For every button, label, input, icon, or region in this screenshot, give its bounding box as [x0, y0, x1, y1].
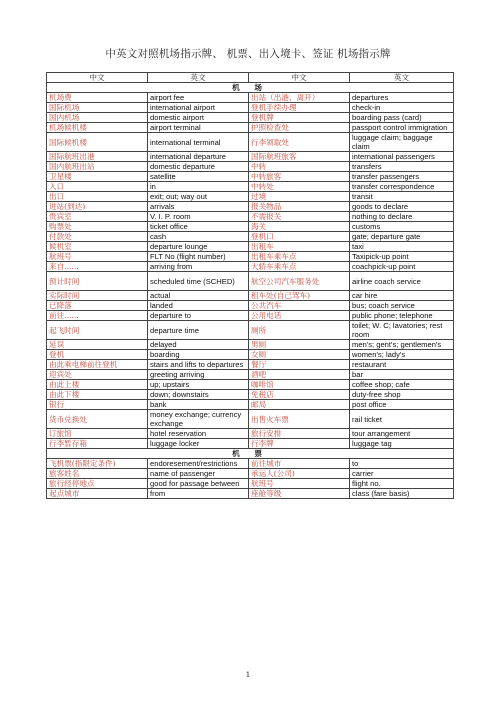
chinese-term: 飞机票(指限定条件) — [47, 459, 148, 469]
english-term: carrier — [350, 469, 454, 479]
chinese-term: 付款处 — [47, 232, 148, 242]
chinese-term: 出租车乘车点 — [249, 252, 350, 262]
table-row — [47, 272, 454, 291]
english-term: international terminal — [148, 133, 249, 152]
english-term: bank — [148, 400, 249, 410]
chinese-term: 进站(到达) — [47, 202, 148, 212]
table-row — [47, 311, 454, 321]
english-term: domestic airport — [148, 113, 249, 123]
table-row — [47, 370, 454, 380]
chinese-term: 登机手续办理 — [249, 103, 350, 113]
chinese-term: 候机室 — [47, 242, 148, 252]
chinese-term: 由此上楼 — [47, 380, 148, 390]
table-row — [47, 162, 454, 172]
table-body — [47, 83, 454, 499]
chinese-term: 免税店 — [249, 390, 350, 400]
chinese-term: 租车处(自己驾车) — [249, 291, 350, 301]
table-row — [47, 172, 454, 182]
table-row — [47, 321, 454, 340]
english-term: transit — [350, 192, 454, 202]
english-term: coachpick-up point — [350, 262, 454, 272]
chinese-term: 邮局 — [249, 400, 350, 410]
chinese-term: 预计时间 — [47, 272, 148, 291]
english-term: customs — [350, 222, 454, 232]
table-row — [47, 182, 454, 192]
english-term: public phone; telephone — [350, 311, 454, 321]
chinese-term: 起飞时间 — [47, 321, 148, 340]
english-term: arrivals — [148, 202, 249, 212]
chinese-term: 咖啡馆 — [249, 380, 350, 390]
table-row — [47, 152, 454, 162]
chinese-term: 女厕 — [249, 350, 350, 360]
chinese-term: 贵宾室 — [47, 212, 148, 222]
chinese-term: 订旅馆 — [47, 429, 148, 439]
page-title: 中英文对照机场指示牌、 机票、出入境卡、签证 机场指示牌 — [105, 48, 391, 60]
chinese-term: 银行 — [47, 400, 148, 410]
chinese-term: 航班号 — [249, 479, 350, 489]
chinese-term: 卫星楼 — [47, 172, 148, 182]
english-term: name of passenger — [148, 469, 249, 479]
english-term: cash — [148, 232, 249, 242]
table-row — [47, 133, 454, 152]
chinese-term: 登机牌 — [249, 113, 350, 123]
chinese-term: 登机 — [47, 350, 148, 360]
table-row — [47, 103, 454, 113]
english-term: luggage tag — [350, 439, 454, 449]
english-term: post office — [350, 400, 454, 410]
page-number: 1 — [245, 670, 251, 679]
english-term: good for passage between — [148, 479, 249, 489]
table-row — [47, 222, 454, 232]
table-row — [47, 429, 454, 439]
chinese-term: 国内机场 — [47, 113, 148, 123]
chinese-term: 行李暂存箱 — [47, 439, 148, 449]
table-row — [47, 410, 454, 429]
chinese-term: 公用电话 — [249, 311, 350, 321]
section-title: 机 票 — [47, 449, 454, 459]
table-row — [47, 479, 454, 489]
chinese-term: 延误 — [47, 340, 148, 350]
english-term: taxi — [350, 242, 454, 252]
chinese-term: 由此下楼 — [47, 390, 148, 400]
english-term: rail ticket — [350, 410, 454, 429]
chinese-term: 中转处 — [249, 182, 350, 192]
english-term: airline coach service — [350, 272, 454, 291]
english-term: Taxipick-up point — [350, 252, 454, 262]
section-row — [47, 449, 454, 459]
english-term: in — [148, 182, 249, 192]
chinese-term: 前往...... — [47, 311, 148, 321]
english-term: transfers — [350, 162, 454, 172]
english-term: luggage claim; baggage claim — [350, 133, 454, 152]
header-chinese-1: 中文 — [47, 73, 148, 83]
english-term: boarding — [148, 350, 249, 360]
header-row — [47, 73, 454, 83]
english-term: stairs and lifts to departures — [148, 360, 249, 370]
english-term: landed — [148, 301, 249, 311]
chinese-term: 行李牌 — [249, 439, 350, 449]
chinese-term: 由此乘电梯前往登机 — [47, 360, 148, 370]
table-row — [47, 350, 454, 360]
english-term: hotel reservation — [148, 429, 249, 439]
english-term: money exchange; currency exchange — [148, 410, 249, 429]
chinese-term: 入口 — [47, 182, 148, 192]
chinese-term: 迎宾处 — [47, 370, 148, 380]
chinese-term: 国际航班出港 — [47, 152, 148, 162]
table-row — [47, 252, 454, 262]
chinese-term: 男厕 — [249, 340, 350, 350]
english-term: departure to — [148, 311, 249, 321]
chinese-term: 已降落 — [47, 301, 148, 311]
chinese-term: 公共汽车 — [249, 301, 350, 311]
english-term: men's; gent's; gentlemen's — [350, 340, 454, 350]
table-row — [47, 469, 454, 479]
chinese-term: 报关物品 — [249, 202, 350, 212]
chinese-term: 不需报关 — [249, 212, 350, 222]
chinese-term: 起点城市 — [47, 489, 148, 499]
chinese-term: 旅客姓名 — [47, 469, 148, 479]
table-row — [47, 93, 454, 103]
chinese-term: 出站（出港、离开） — [249, 93, 350, 103]
english-term: satellite — [148, 172, 249, 182]
chinese-term: 酒吧 — [249, 370, 350, 380]
english-term: car hire — [350, 291, 454, 301]
header-english-2: 英文 — [350, 73, 454, 83]
english-term: arriving from — [148, 262, 249, 272]
chinese-term: 出售火车票 — [249, 410, 350, 429]
chinese-term: 出口 — [47, 192, 148, 202]
english-term: V. I. P. room — [148, 212, 249, 222]
english-term: international airport — [148, 103, 249, 113]
english-term: tour arrangement — [350, 429, 454, 439]
english-term: goods to declare — [350, 202, 454, 212]
english-term: from — [148, 489, 249, 499]
chinese-term: 航空公司汽车服务处 — [249, 272, 350, 291]
english-term: ticket office — [148, 222, 249, 232]
header-english-1: 英文 — [148, 73, 249, 83]
english-term: delayed — [148, 340, 249, 350]
table-row — [47, 242, 454, 252]
english-term: up; upstairs — [148, 380, 249, 390]
english-term: down; downstairs — [148, 390, 249, 400]
english-term: luggage locker — [148, 439, 249, 449]
chinese-term: 航班号 — [47, 252, 148, 262]
chinese-term: 旅行安排 — [249, 429, 350, 439]
chinese-term: 大轿车乘车点 — [249, 262, 350, 272]
table-row — [47, 301, 454, 311]
english-term: endoresement/restrictions — [148, 459, 249, 469]
table-row — [47, 380, 454, 390]
chinese-term: 座舱等级 — [249, 489, 350, 499]
chinese-term: 机场候机楼 — [47, 123, 148, 133]
english-term: nothing to declare — [350, 212, 454, 222]
english-term: boarding pass (card) — [350, 113, 454, 123]
chinese-term: 购票处 — [47, 222, 148, 232]
english-term: coffee shop; cafe — [350, 380, 454, 390]
table-row — [47, 360, 454, 370]
chinese-term: 中转 — [249, 162, 350, 172]
table-row — [47, 202, 454, 212]
english-term: gate; departure gate — [350, 232, 454, 242]
english-term: restaurant — [350, 360, 454, 370]
chinese-term: 登机口 — [249, 232, 350, 242]
sign-table — [46, 72, 454, 499]
chinese-term: 护照检查处 — [249, 123, 350, 133]
english-term: passport control immigration — [350, 123, 454, 133]
english-term: FLT No (flight number) — [148, 252, 249, 262]
table-row — [47, 291, 454, 301]
chinese-term: 过境 — [249, 192, 350, 202]
chinese-term: 货币兑换处 — [47, 410, 148, 429]
english-term: class (fare basis) — [350, 489, 454, 499]
chinese-term: 来自...... — [47, 262, 148, 272]
chinese-term: 实际时间 — [47, 291, 148, 301]
table-row — [47, 262, 454, 272]
chinese-term: 旅行经停地点 — [47, 479, 148, 489]
chinese-term: 国内航班出站 — [47, 162, 148, 172]
chinese-term: 中转旅客 — [249, 172, 350, 182]
english-term: departure time — [148, 321, 249, 340]
english-term: flight no. — [350, 479, 454, 489]
english-term: women's; lady's — [350, 350, 454, 360]
english-term: airport fee — [148, 93, 249, 103]
table-row — [47, 123, 454, 133]
english-term: bus; coach service — [350, 301, 454, 311]
section-title: 机 场 — [47, 83, 454, 93]
chinese-term: 国际机场 — [47, 103, 148, 113]
english-term: departure lounge — [148, 242, 249, 252]
chinese-term: 国际航班旅客 — [249, 152, 350, 162]
table-row — [47, 192, 454, 202]
english-term: exit; out; way out — [148, 192, 249, 202]
table-row — [47, 439, 454, 449]
table-row — [47, 400, 454, 410]
table-row — [47, 489, 454, 499]
table-row — [47, 232, 454, 242]
english-term: duty-free shop — [350, 390, 454, 400]
english-term: international departure — [148, 152, 249, 162]
chinese-term: 行李领取处 — [249, 133, 350, 152]
table-row — [47, 459, 454, 469]
english-term: to — [350, 459, 454, 469]
english-term: check-in — [350, 103, 454, 113]
chinese-term: 餐厅 — [249, 360, 350, 370]
chinese-term: 海关 — [249, 222, 350, 232]
chinese-term: 厕所 — [249, 321, 350, 340]
chinese-term: 国际候机楼 — [47, 133, 148, 152]
english-term: transfer correspondence — [350, 182, 454, 192]
table-row — [47, 212, 454, 222]
table-row — [47, 113, 454, 123]
english-term: transfer passengers — [350, 172, 454, 182]
chinese-term: 前往城市 — [249, 459, 350, 469]
chinese-term: 机场费 — [47, 93, 148, 103]
table-row — [47, 340, 454, 350]
english-term: international passengers — [350, 152, 454, 162]
english-term: greeting arriving — [148, 370, 249, 380]
table-row — [47, 390, 454, 400]
english-term: actual — [148, 291, 249, 301]
section-row — [47, 83, 454, 93]
english-term: scheduled time (SCHED) — [148, 272, 249, 291]
header-chinese-2: 中文 — [249, 73, 350, 83]
english-term: bar — [350, 370, 454, 380]
chinese-term: 承运人(公司) — [249, 469, 350, 479]
english-term: toilet; W. C; lavatories; rest room — [350, 321, 454, 340]
english-term: departures — [350, 93, 454, 103]
english-term: airport terminal — [148, 123, 249, 133]
chinese-term: 出租车 — [249, 242, 350, 252]
english-term: domestic departure — [148, 162, 249, 172]
